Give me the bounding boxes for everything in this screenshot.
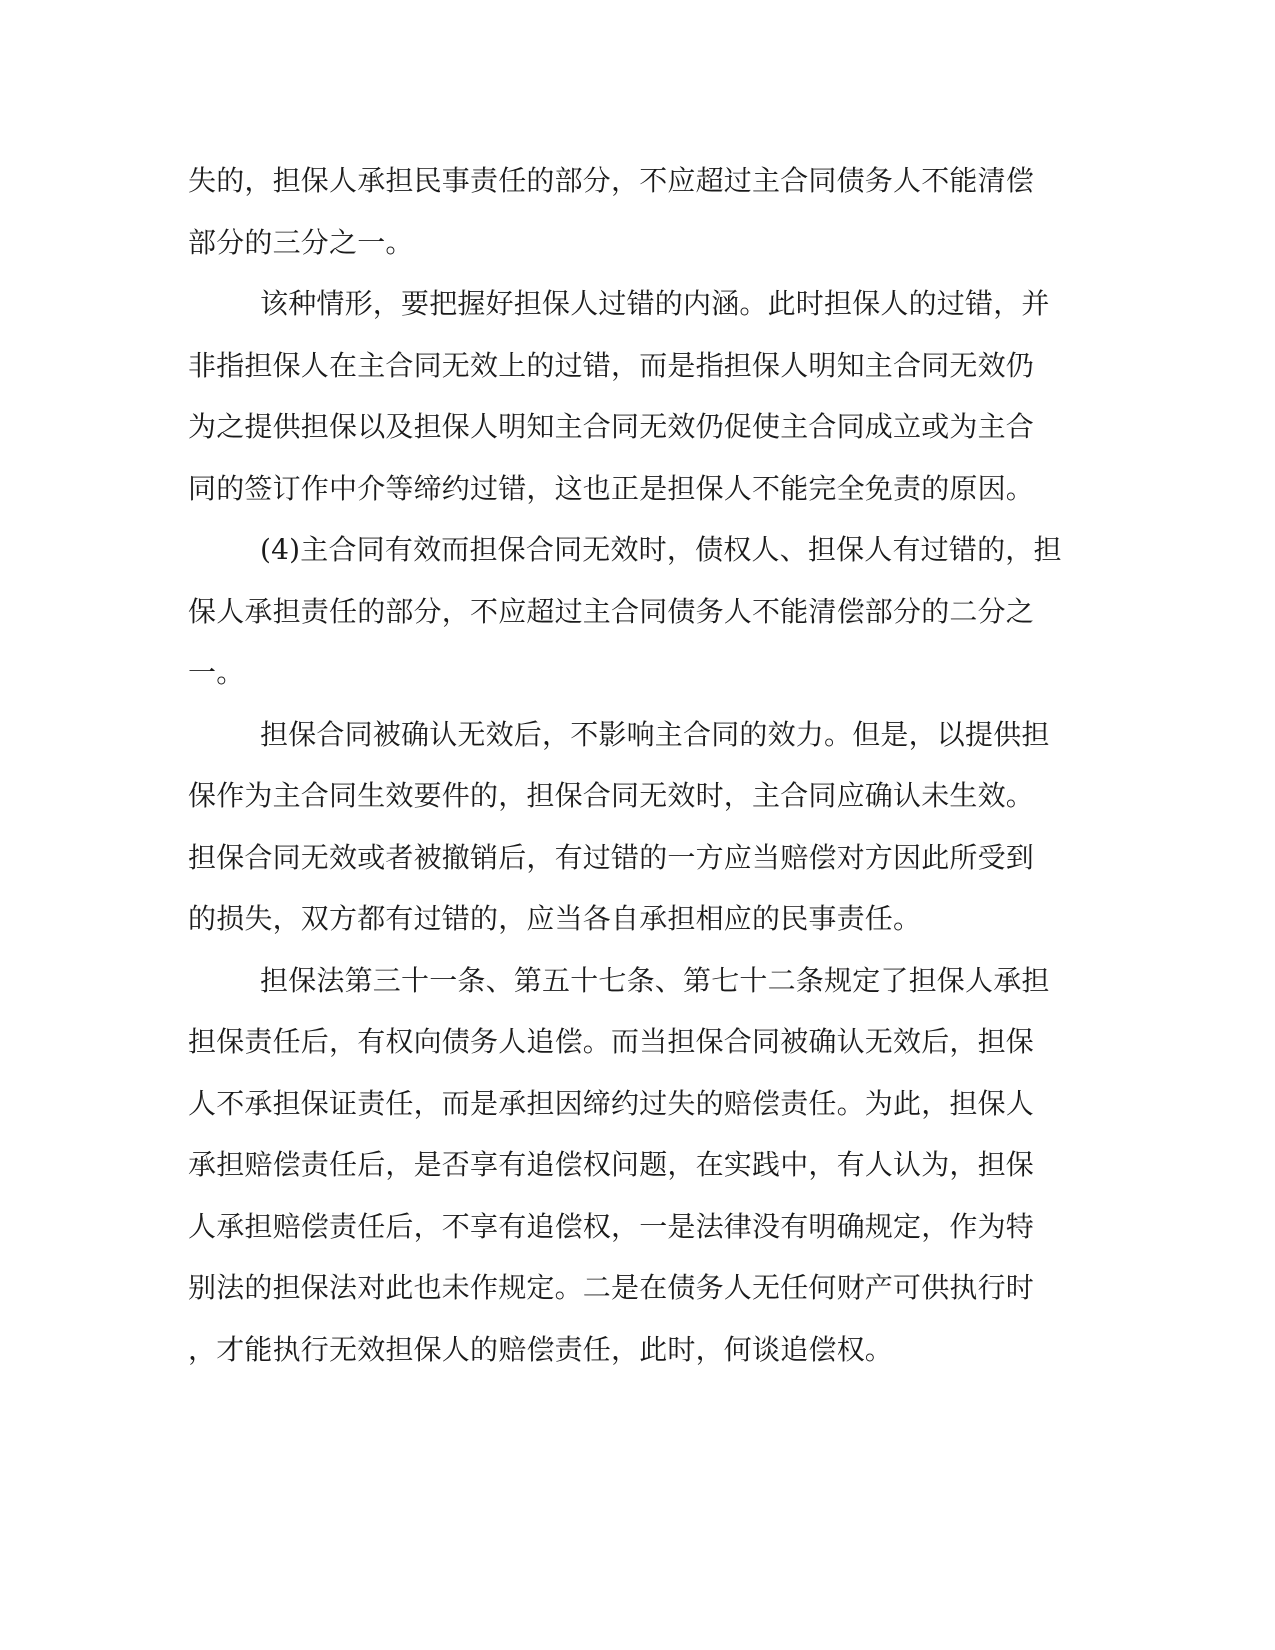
document-body [188, 150, 1088, 1380]
text-line: 失的，担保人承担民事责任的部分，不应超过主合同债务人不能清偿 [188, 164, 1035, 197]
text-line: 部分的三分之一。 [188, 225, 414, 259]
text-line: 人不承担保证责任，而是承担因缔约过失的赔偿责任。为此，担保人 [188, 1086, 1035, 1120]
text-line: 的损失，双方都有过错的，应当各自承担相应的民事责任。 [188, 902, 922, 935]
text-line: 别法的担保法对此也未作规定。二是在债务人无任何财产可供执行时 [188, 1271, 1035, 1304]
text-line: 担保法第三十一条、第五十七条、第七十二条规定了担保人承担 [260, 963, 1050, 997]
text-line: 非指担保人在主合同无效上的过错，而是指担保人明知主合同无效仍 [188, 348, 1035, 382]
text-line: ，才能执行无效担保人的赔偿责任，此时，何谈追偿权。 [188, 1332, 894, 1366]
text-line: 保作为主合同生效要件的，担保合同无效时，主合同应确认未生效。 [188, 779, 1035, 812]
text-line: 该种情形，要把握好担保人过错的内涵。此时担保人的过错，并 [260, 287, 1050, 320]
text-line: 担保责任后，有权向债务人追偿。而当担保合同被确认无效后，担保 [188, 1025, 1035, 1058]
text-line: 担保合同被确认无效后，不影响主合同的效力。但是，以提供担 [260, 717, 1050, 751]
text-line: 人承担赔偿责任后，不享有追偿权，一是法律没有明确规定，作为特 [188, 1209, 1035, 1243]
text-line: 为之提供担保以及担保人明知主合同无效仍促使主合同成立或为主合 [188, 410, 1035, 443]
text-line: (4)主合同有效而担保合同无效时，债权人、担保人有过错的，担 [260, 533, 1062, 566]
text-line: 同的签订作中介等缔约过错，这也正是担保人不能完全免责的原因。 [188, 471, 1035, 505]
text-line: 担保合同无效或者被撤销后，有过错的一方应当赔偿对方因此所受到 [188, 840, 1035, 874]
text-line: 一。 [188, 656, 245, 689]
text-line: 保人承担责任的部分，不应超过主合同债务人不能清偿部分的二分之 [188, 594, 1035, 628]
text-line: 承担赔偿责任后，是否享有追偿权问题，在实践中，有人认为，担保 [188, 1148, 1035, 1181]
